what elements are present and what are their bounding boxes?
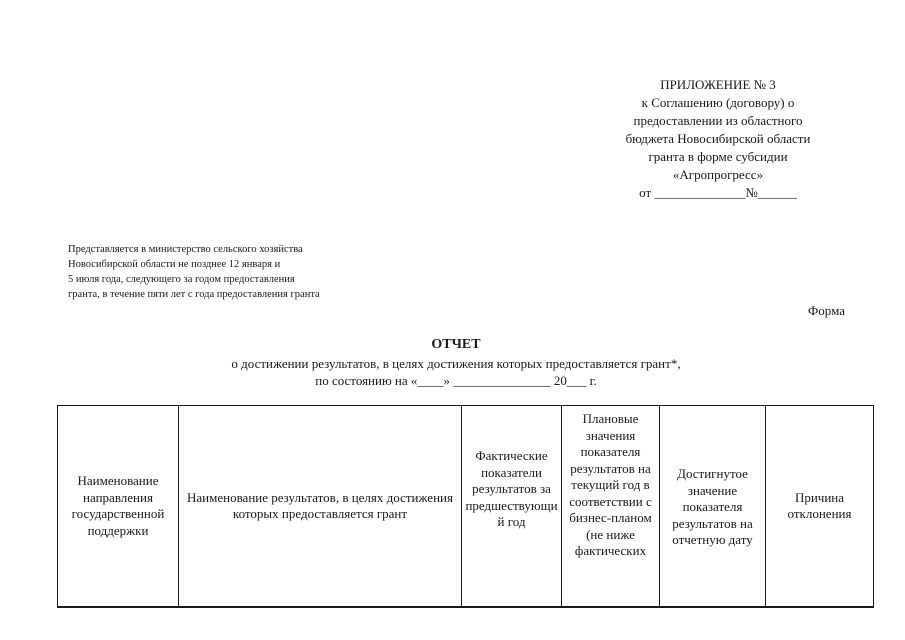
appendix-line: предоставлении из областного [633, 113, 803, 128]
report-table [57, 405, 874, 608]
appendix-line: гранта в форме субсидии [648, 149, 788, 164]
appendix-header [598, 76, 838, 202]
appendix-line: ПРИЛОЖЕНИЕ № 3 [660, 77, 776, 92]
report-date-line: по состоянию на «____» _______________ 20___ г. [315, 373, 597, 388]
header-cell-planned-current-year: Плановые значения показателя результатов на текущий год в соответствии с бизнес-планом (не ниже фактических [562, 406, 660, 608]
report-subtitle [0, 355, 905, 389]
form-label: Форма [808, 303, 845, 318]
submission-note [68, 242, 320, 302]
header-cell-support-area: Наименование направления государственной поддержки [58, 406, 179, 608]
header-cell-deviation-reason: Причина отклонения [766, 406, 874, 608]
report-title: ОТЧЕТ [431, 337, 481, 352]
header-cell-result-name: Наименование результатов, в целях достижения которых предоставляется грант [179, 406, 462, 608]
submission-note-line: 5 июля года, следующего за годом предоставления [68, 274, 295, 285]
header-cell-actual-previous-year: Фактические показатели результатов за предшествующий год [462, 406, 562, 608]
appendix-line: от ______________№______ [639, 185, 797, 200]
header-cell-achieved-value: Достигнутое значение показателя результатов на отчетную дату [660, 406, 766, 608]
table-header-row [58, 406, 874, 608]
submission-note-line: гранта, в течение пяти лет с года предоставления гранта [68, 289, 320, 300]
appendix-line: «Агропрогресс» [672, 167, 764, 182]
appendix-line: к Соглашению (договору) о [641, 95, 795, 110]
report-subtitle-line: о достижении результатов, в целях достижения которых предоставляется грант*, [231, 356, 681, 371]
appendix-line: бюджета Новосибирской области [625, 131, 811, 146]
submission-note-line: Представляется в министерство сельского хозяйства [68, 244, 303, 255]
submission-note-line: Новосибирской области не позднее 12 января и [68, 259, 281, 270]
